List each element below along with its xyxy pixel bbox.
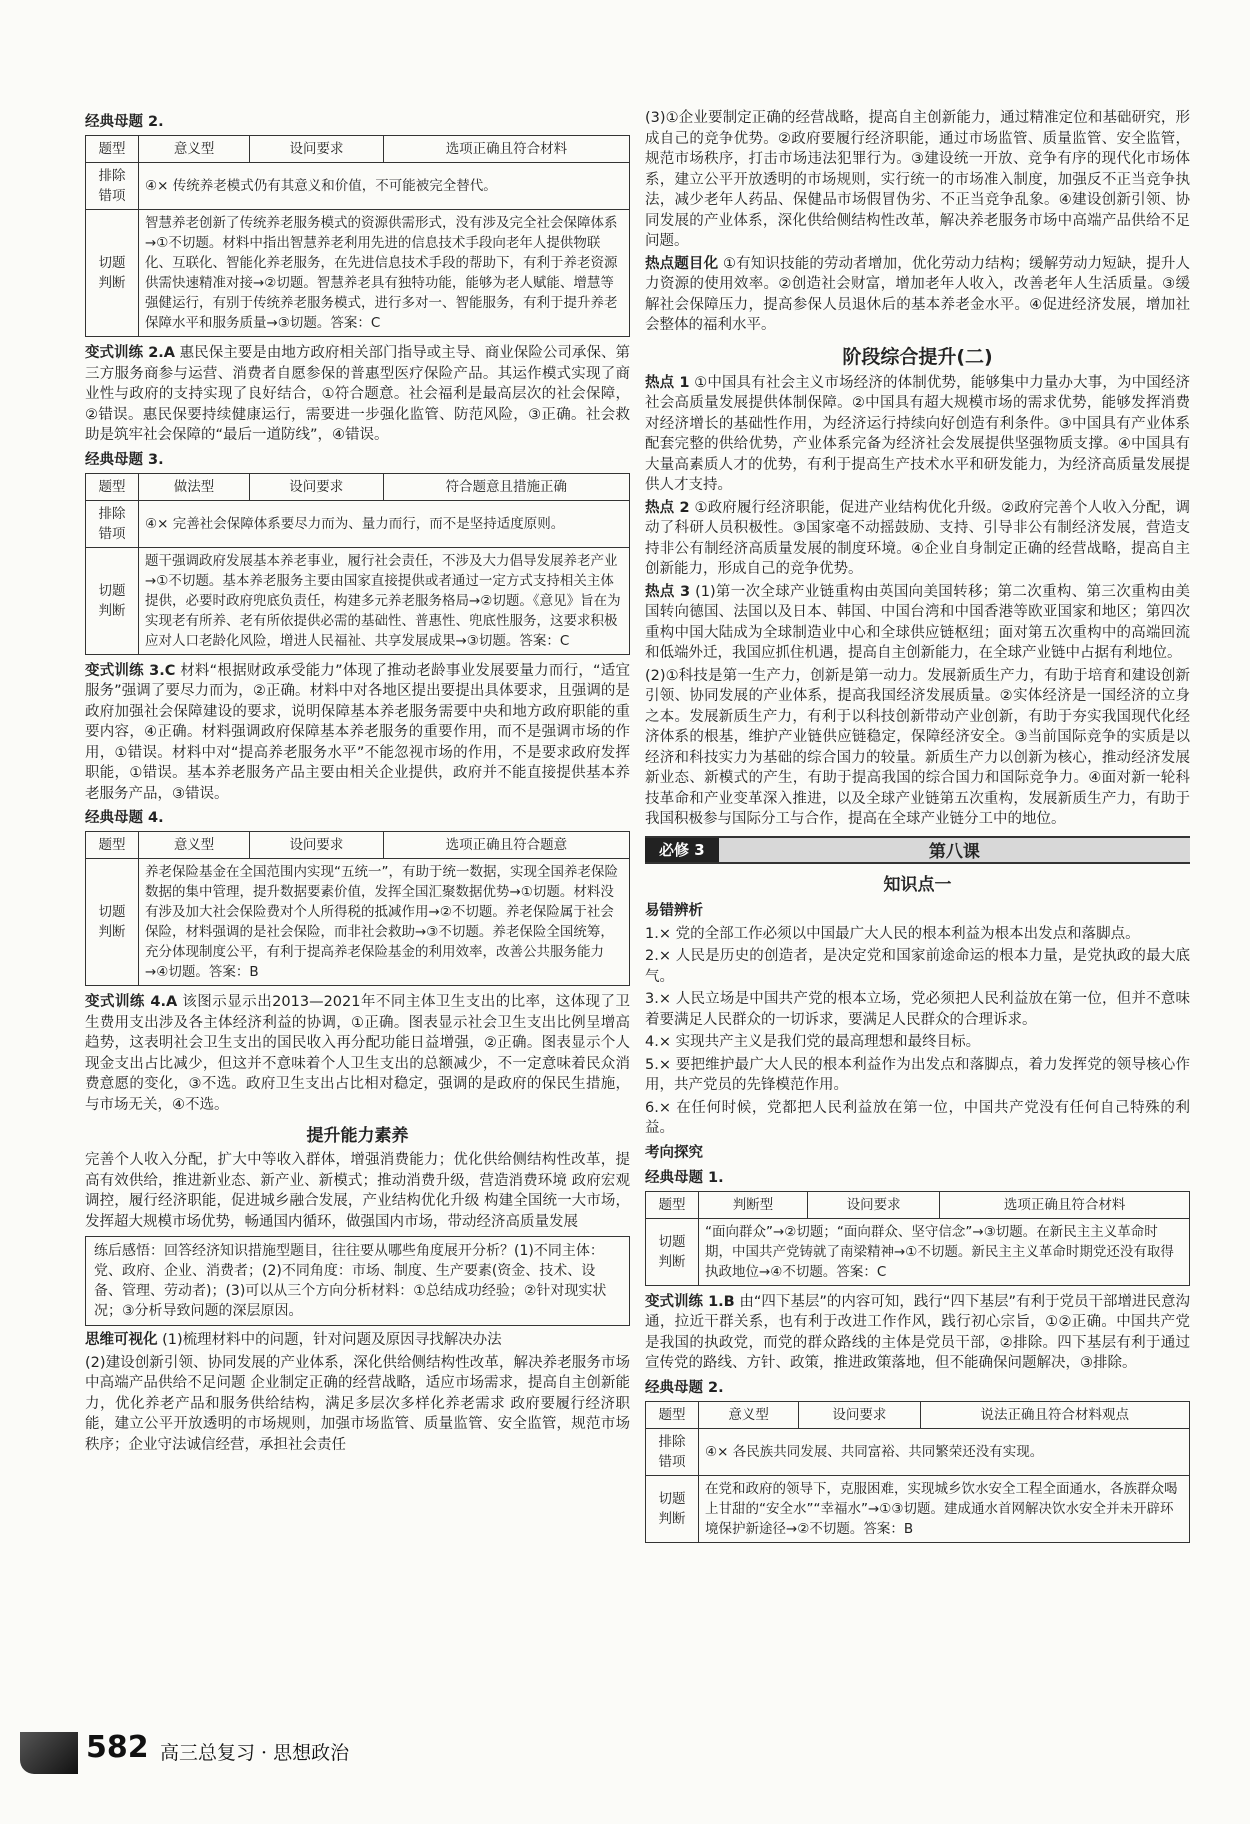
row-label: 切题判断 xyxy=(646,1475,699,1542)
subheading: 考向探究 xyxy=(645,1144,703,1161)
table-head-cell: 设问要求 xyxy=(807,1191,939,1218)
book-title: 高三总复习 · 思想政治 xyxy=(160,1742,350,1764)
exercise-paragraph xyxy=(645,1292,1190,1374)
subheading: 易错辨析 xyxy=(645,902,703,919)
exercise-text: 材料“根据财政承受能力”体现了推动老龄事业发展要量力而行，“适宜服务”强调了要尽力而为，②正确。材料中对各地区提出要提出具体要求，且强调的是政府加强社会保障建设的要求，说明保障基本养老服务需要中央和地方政府职能的重要内容，④正确。材料强调政府保障基本养老服务的重要作用，而不是强调市场的作用，①错误。材料中对“提高养老服务水平”不能忽视市场的作用，不是要求政府发挥职能，①错误。基本养老服务产品主要由相关企业提供，政府并不能直接提供基本养老服务产品，③错误。 xyxy=(85,662,630,802)
page-footer xyxy=(20,1728,580,1774)
question-title: 经典母题 2. xyxy=(645,1379,724,1396)
row-label: 排除错项 xyxy=(86,163,139,210)
table-head-cell: 设问要求 xyxy=(250,473,384,500)
table-head-cell: 符合题意且措施正确 xyxy=(383,473,629,500)
row-text: “面向群众”→②切题；“面向群众、坚守信念”→③切题。在新民主主义革命时期，中国共产党铸就了南梁精神→①不切题。新民主主义革命时期党还没有取得执政地位→④不切题。答案：C xyxy=(699,1218,1190,1285)
table-head-cell: 选项正确且符合题意 xyxy=(383,832,629,859)
table-head-cell: 题型 xyxy=(86,136,139,163)
table-head-cell: 意义型 xyxy=(699,1401,799,1428)
analysis-table xyxy=(85,135,630,337)
hotspot-paragraph xyxy=(645,498,1190,580)
exercise-label: 变式训练 3.C xyxy=(85,662,176,679)
hotspot-text: ①政府履行经济职能，促进产业结构优化升级。②政府完善个人收入分配，调动了科研人员积极性。③国家毫不动摇鼓励、支持、引导非公有制经济发展，营造支持非公有制经济高质量发展的制度环境。④企业自身制定正确的经营战略，提高自主创新能力，形成自己的竞争优势。 xyxy=(645,499,1191,577)
left-column xyxy=(85,108,630,1457)
row-text: 在党和政府的领导下，克服困难，实现城乡饮水安全工程全面通水，各族群众喝上甘甜的“安全水”“幸福水”→①③切题。建成通水首网解决饮水安全并未开辟环境保护新途径→②不切题。答案：B xyxy=(699,1475,1190,1542)
exercise-paragraph xyxy=(85,992,630,1115)
list-item: 4.× 实现共产主义是我们党的最高理想和最终目标。 xyxy=(645,1034,981,1050)
list-item: 6.× 在任何时候，党都把人民利益放在第一位，中国共产党没有任何自己特殊的利益。 xyxy=(645,1099,1190,1136)
table-head-cell: 设问要求 xyxy=(250,832,384,859)
section-text: 完善个人收入分配，扩大中等收入群体，增强消费能力；优化供给侧结构性改革，提高有效供给，推进新业态、新产业、新模式；推动消费升级，营造消费环境 政府宏观调控，履行经济职能，促进城乡融合发展，产业结构优化升级 构建全国统一大市场，发挥超大规模市场优势，畅通国内循环，做强国内市场，带动经济高质量发展 xyxy=(85,1152,630,1230)
hotspot-paragraph xyxy=(645,582,1190,664)
table-head-cell: 意义型 xyxy=(139,832,250,859)
list-item: 3.× 人民立场是中国共产党的根本立场，党必须把人民利益放在第一位，但并不意味着要满足人民群众的一切诉求，要满足人民群众的合理诉求。 xyxy=(645,991,1190,1028)
exercise-text: 该图示显示出2013—2021年不同主体卫生支出的比率，这体现了卫生费用支出涉及各主体经济利益的协调，①正确。图表显示社会卫生支出比例呈增高趋势，这表明社会卫生支出的国民收入再分配功能日益增强，②正确。图表显示个人现金支出占比减少，但这并不意味着个人卫生支出的总额减少，不一定意味着民众消费意愿的变化，③不选。政府卫生支出占比相对稳定，强调的是政府的保民生措施，与市场无关，④不选。 xyxy=(85,994,630,1113)
section-heading: 提升能力素养 xyxy=(306,1126,409,1146)
question-title: 经典母题 1. xyxy=(645,1169,724,1186)
hotspot-label: 热点 2 xyxy=(645,499,690,516)
think-text: (1)梳理材料中的问题，针对问题及原因寻找解决办法 xyxy=(162,1332,502,1348)
exercise-label: 变式训练 2.A xyxy=(85,345,176,361)
table-head-cell: 设问要求 xyxy=(799,1401,920,1428)
row-label: 切题判断 xyxy=(86,547,139,654)
lesson-tag: 必修 3 xyxy=(645,838,719,862)
answer-paragraph: (3)①企业要制定正确的经营战略，提高自主创新能力，通过精准定位和基础研究，形成自己的竞争优势。②政府要履行经济职能，通过市场监管、质量监管、安全监管，规范市场秩序，打击市场违法犯罪行为。③建设统一开放、竞争有序的现代化市场体系，建立公平开放透明的市场规则，实行统一的市场准入制度，加强反不正当竞争执法，减少老年人药品、保健品市场假冒伪劣、不正当竞争乱象。④建设创新引领、协同发展的产业体系，深化供给侧结构性改革，解决养老服务市场中高端产品供给不足问题。 xyxy=(645,110,1190,249)
exercise-label: 变式训练 1.B xyxy=(645,1293,735,1310)
analysis-table xyxy=(645,1191,1190,1286)
footer-decoration xyxy=(20,1732,78,1774)
section-heading: 阶段综合提升(二) xyxy=(842,345,993,368)
table-head-cell: 题型 xyxy=(646,1401,699,1428)
exercise-paragraph xyxy=(85,661,630,805)
list-item: 5.× 要把维护最广大人民的根本利益作为出发点和落脚点，着力发挥党的领导核心作用，共产党员的先锋模范作用。 xyxy=(645,1056,1190,1093)
table-head-cell: 说法正确且符合材料观点 xyxy=(920,1401,1189,1428)
hot-label: 热点题目化 xyxy=(645,255,719,272)
section-heading: 知识点一 xyxy=(883,874,952,895)
hotspot-label: 热点 1 xyxy=(645,374,690,391)
table-head-cell: 设问要求 xyxy=(250,136,384,163)
hotspot-label: 热点 3 xyxy=(645,583,691,600)
row-label: 排除错项 xyxy=(646,1428,699,1475)
hotspot-text: (1)第一次全球产业链重构由英国向美国转移；第二次重构、第三次重构由美国转向德国、法国以及日本、韩国、中国台湾和中国香港等欧亚国家和地区；第四次重构中国大陆成为全球制造业中心和全球供应链枢纽；面对第五次重构中的高端回流和低端外迁，我国应抓住机遇，提高自主创新能力，在全球产业链中占据有利地位。 xyxy=(645,583,1191,661)
hotspot-paragraph xyxy=(645,373,1190,496)
think-text-2: (2)建设创新引领、协同发展的产业体系，深化供给侧结构性改革，解决养老服务市场中高端产品供给不足问题 企业制定正确的经营战略，适应市场需求，提高自主创新能力，优化养老产品和服务供给结构，满足多层次多样化养老需求 政府要履行经济职能，建立公平开放透明的市场规则，加强市场监管、质量监管、安全监管，规范市场秩序；企业守法诚信经营，承担社会责任 xyxy=(85,1354,630,1453)
exercise-text: 惠民保主要是由地方政府相关部门指导或主导、商业保险公司承保、第三方服务商参与运营、消费者自愿参保的普惠型医疗保险产品。其运作模式实现了商业性与政府的支持实现了良好结合，①符合题意。社会福利是最高层次的社会保障，②错误。惠民保要持续健康运行，需要进一步强化监管、防范风险，③正确。社会救助是筑牢社会保障的“最后一道防线”，④错误。 xyxy=(85,345,630,443)
list-item: 1.× 党的全部工作必须以中国最广大人民的根本利益为根本出发点和落脚点。 xyxy=(645,925,1140,942)
row-label: 切题判断 xyxy=(86,210,139,337)
exercise-text: 由“四下基层”的内容可知，践行“四下基层”有利于党员干部增进民意沟通，拉近干群关系，也有利于改进工作作风，践行初心宗旨，①②正确。中国共产党是我国的执政党，而党的群众路线的主体是党员干部，②排除。四下基层有利于通过宣传党的路线、方针、政策，推进政策落地，但不能确保问题解决，③排除。 xyxy=(645,1293,1191,1371)
hotspot-text: ①中国具有社会主义市场经济的体制优势，能够集中力量办大事，为中国经济社会高质量发展提供体制保障。②中国具有超大规模市场的需求优势，能够发挥消费对经济增长的基础性作用，为经济运行持续向好创造有利条件。③中国具有产业体系配套完整的供给优势，产业体系完备为经济社会发展提供坚强物质支撑。④中国具有大量高素质人才的优势，有利于提高生产技术水平和研发能力，为经济高质量发展提供人才支持。 xyxy=(645,374,1191,493)
table-head-cell: 判断型 xyxy=(699,1191,808,1218)
table-head-cell: 选项正确且符合材料 xyxy=(383,136,629,163)
table-head-cell: 题型 xyxy=(646,1191,699,1218)
list-item: 2.× 人民是历史的创造者，是决定党和国家前途命运的根本力量，是党执政的最大底气。 xyxy=(645,948,1190,985)
hot-paragraph xyxy=(645,254,1190,336)
lesson-title: 第八课 xyxy=(928,842,980,862)
analysis-table xyxy=(645,1401,1190,1543)
table-head-cell: 做法型 xyxy=(139,473,250,500)
table-head-cell: 选项正确且符合材料 xyxy=(940,1191,1190,1218)
question-title: 经典母题 4. xyxy=(85,810,164,826)
question-title: 经典母题 2. xyxy=(85,114,164,130)
row-label: 切题判断 xyxy=(86,859,139,986)
row-text: ④× 各民族共同发展、共同富裕、共同繁荣还没有实现。 xyxy=(699,1428,1190,1475)
analysis-table xyxy=(85,831,630,986)
reflection-box: 练后感悟：回答经济知识措施型题目，往往要从哪些角度展开分析？(1)不同主体：党、政府、企业、消费者；(2)不同角度：市场、制度、生产要素(资金、技术、设备、管理、劳动者)；(3)可以从三个方向分析材料：①总结成功经验；②针对现实状况；③分析导致问题的深层原因。 xyxy=(85,1236,630,1326)
exercise-label: 变式训练 4.A xyxy=(85,994,178,1010)
hot-text: ①有知识技能的劳动者增加，优化劳动力结构；缓解劳动力短缺，提升人力资源的使用效率。②创造社会财富，增加老年人收入，改善老年人生活质量。③缓解社会保障压力，提高参保人员退休后的基本养老金水平。④促进经济发展，增加社会整体的福利水平。 xyxy=(645,255,1191,333)
row-label: 切题判断 xyxy=(646,1218,699,1285)
right-column xyxy=(645,108,1190,1549)
exercise-paragraph xyxy=(85,343,630,446)
question-title: 经典母题 3. xyxy=(85,451,164,468)
row-text: 题干强调政府发展基本养老事业，履行社会责任，不涉及大力倡导发展养老产业→①不切题。基本养老服务主要由国家直接提供或者通过一定方式支持相关主体提供，必要时政府兜底负责任，构建多元养老服务格局→②切题。《意见》旨在为实现老有所养、老有所依提供必需的基础性、普惠性、兜底性服务，这要求积极应对人口老龄化风险，增进人民福祉、共享发展成果→③切题。答案：C xyxy=(139,547,630,654)
row-text: ④× 完善社会保障体系要尽力而为、量力而行，而不是坚持适度原则。 xyxy=(139,500,630,547)
think-label: 思维可视化 xyxy=(85,1332,158,1348)
analysis-table xyxy=(85,473,630,655)
table-head-cell: 题型 xyxy=(86,832,139,859)
row-text: 养老保险基金在全国范围内实现“五统一”，有助于统一数据，实现全国养老保险数据的集中管理，提升数据要素价值，发挥全国汇聚数据优势→①切题。材料没有涉及加大社会保险费对个人所得税的抵减作用→②不切题。养老保险属于社会保险，材料强调的是社会保险，而非社会救助→③不切题。养老保险全国统筹，充分体现制度公平，有利于提高养老保险基金的利用效率，改善公共服务能力→④切题。答案：B xyxy=(139,859,630,986)
row-text: ④× 传统养老模式仍有其意义和价值，不可能被完全替代。 xyxy=(139,163,630,210)
row-label: 排除错项 xyxy=(86,500,139,547)
lesson-bar xyxy=(645,836,1190,864)
hotspot-text-2: (2)①科技是第一生产力，创新是第一动力。发展新质生产力，有助于培育和建设创新引领、协同发展的产业体系，提高我国经济发展质量。②实体经济是一国经济的立身之本。发展新质生产力，有利于以科技创新带动产业创新，有助于夯实我国现代化经济体系的根基，维护产业链供应链稳定，保障经济安全。③当前国际竞争的实质是以经济和科技实力为基础的综合国力的较量。新质生产力以创新为核心，推动经济发展新业态、新模式的产生，有助于提高我国的综合国力和国际竞争力。④面对新一轮科技革命和产业变革深入推进，以及全球产业链第五次重构，发展新质生产力，有助于我国积极参与国际分工与合作，提高在全球产业链分工中的地位。 xyxy=(645,667,1190,827)
page-number: 582 xyxy=(86,1730,149,1765)
table-head-cell: 意义型 xyxy=(139,136,250,163)
think-paragraph xyxy=(85,1330,630,1351)
table-head-cell: 题型 xyxy=(86,473,139,500)
row-text: 智慧养老创新了传统养老服务模式的资源供需形式，没有涉及完全社会保障体系→①不切题。材料中指出智慧养老利用先进的信息技术手段向老年人提供物联化、互联化、智能化养老服务，在先进信息技术手段的帮助下，有利于养老资源供需快速精准对接→②切题。智慧养老具有独特功能，能够为老人赋能、增慧等强健运行，有别于传统养老服务模式，进行多对一、智能服务，有利于提升养老保障水平和服务质量→③切题。答案：C xyxy=(139,210,630,337)
